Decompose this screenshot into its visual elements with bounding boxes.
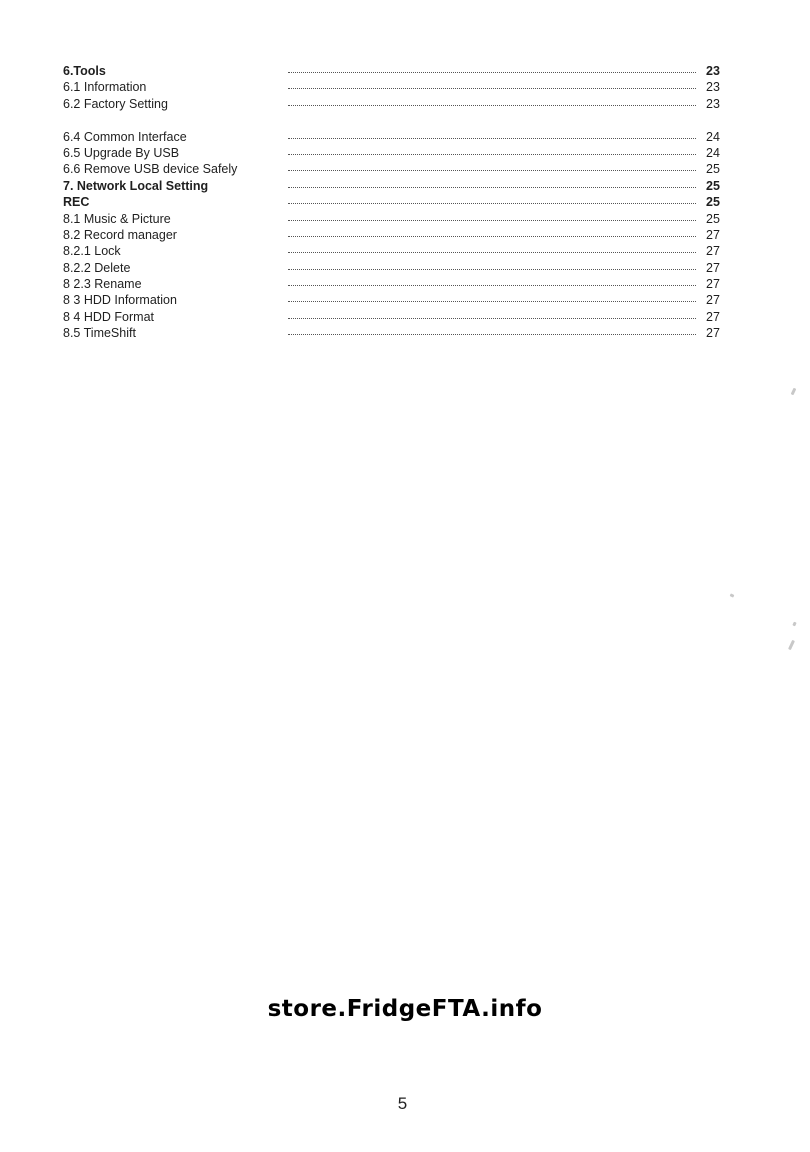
toc-gap	[63, 112, 729, 128]
table-of-contents	[63, 63, 729, 342]
toc-entry-page: 27	[706, 293, 720, 308]
toc-dot-leader	[288, 269, 696, 270]
toc-dot-leader	[288, 72, 696, 73]
toc-dot-leader	[288, 105, 696, 106]
toc-entry	[63, 292, 729, 308]
toc-entry-page: 24	[706, 129, 720, 144]
toc-entry-label: 6.1 Information	[63, 80, 147, 95]
toc-dot-leader	[288, 138, 696, 139]
toc-dot-leader	[288, 170, 696, 171]
scan-speck	[791, 388, 797, 396]
toc-entry-page: 25	[706, 178, 720, 193]
toc-entry-label: 6.4 Common Interface	[63, 129, 187, 144]
toc-entry	[63, 260, 729, 276]
toc-entry-label: 6.5 Upgrade By USB	[63, 145, 180, 160]
toc-entry-label: 6.6 Remove USB device Safely	[63, 162, 238, 177]
toc-dot-leader	[288, 187, 696, 188]
toc-entry	[63, 63, 729, 79]
toc-entry	[63, 276, 729, 292]
toc-entry-page: 27	[706, 326, 720, 341]
toc-entry-page: 24	[706, 145, 720, 160]
toc-dot-leader	[288, 285, 696, 286]
toc-dot-leader	[288, 301, 696, 302]
toc-entry-label: 6.Tools	[63, 64, 106, 78]
toc-entry	[63, 145, 729, 161]
toc-dot-leader	[288, 236, 696, 237]
toc-entry-label: 6.2 Factory Setting	[63, 96, 168, 111]
toc-entry-page: 27	[706, 227, 720, 242]
toc-entry-label: REC	[63, 195, 90, 210]
toc-entry	[63, 211, 729, 227]
toc-entry	[63, 227, 729, 243]
toc-dot-leader	[288, 203, 696, 204]
scan-speck	[792, 622, 796, 627]
toc-entry-page: 27	[706, 260, 720, 275]
toc-entry-page: 23	[706, 64, 720, 78]
toc-entry	[63, 178, 729, 194]
toc-entry-label: 8.5 TimeShift	[63, 326, 136, 341]
toc-entry-page: 25	[706, 195, 720, 210]
toc-entry	[63, 161, 729, 177]
toc-entry-label: 8.2 Record manager	[63, 227, 177, 242]
toc-entry-page: 23	[706, 96, 720, 111]
toc-entry	[63, 194, 729, 210]
toc-entry	[63, 325, 729, 341]
toc-dot-leader	[288, 318, 696, 319]
toc-entry-label: 8.2.2 Delete	[63, 260, 131, 275]
toc-entry-page: 25	[706, 211, 720, 226]
watermark-text: store.FridgeFTA.info	[267, 996, 543, 1022]
toc-dot-leader	[288, 252, 696, 253]
toc-entry-label: 8 3 HDD Information	[63, 293, 177, 308]
toc-entry-label: 7. Network Local Setting	[63, 178, 209, 193]
toc-dot-leader	[288, 220, 696, 221]
toc-entry-page: 23	[706, 80, 720, 95]
toc-entry-label: 8.2.1 Lock	[63, 244, 121, 259]
scan-speck	[788, 640, 795, 650]
toc-entry	[63, 79, 729, 95]
toc-dot-leader	[288, 88, 696, 89]
scan-speck	[730, 593, 735, 597]
toc-entry	[63, 243, 729, 259]
toc-entry	[63, 309, 729, 325]
toc-entry	[63, 129, 729, 145]
toc-entry	[63, 96, 729, 112]
toc-entry-label: 8 2.3 Rename	[63, 277, 142, 292]
page-number: 5	[397, 1094, 408, 1113]
toc-entry-page: 27	[706, 309, 720, 324]
toc-entry-page: 25	[706, 162, 720, 177]
toc-dot-leader	[288, 154, 696, 155]
toc-entry-page: 27	[706, 277, 720, 292]
toc-entry-page: 27	[706, 244, 720, 259]
toc-entry-label: 8.1 Music & Picture	[63, 211, 171, 226]
toc-entry-label: 8 4 HDD Format	[63, 309, 154, 324]
toc-dot-leader	[288, 334, 696, 335]
